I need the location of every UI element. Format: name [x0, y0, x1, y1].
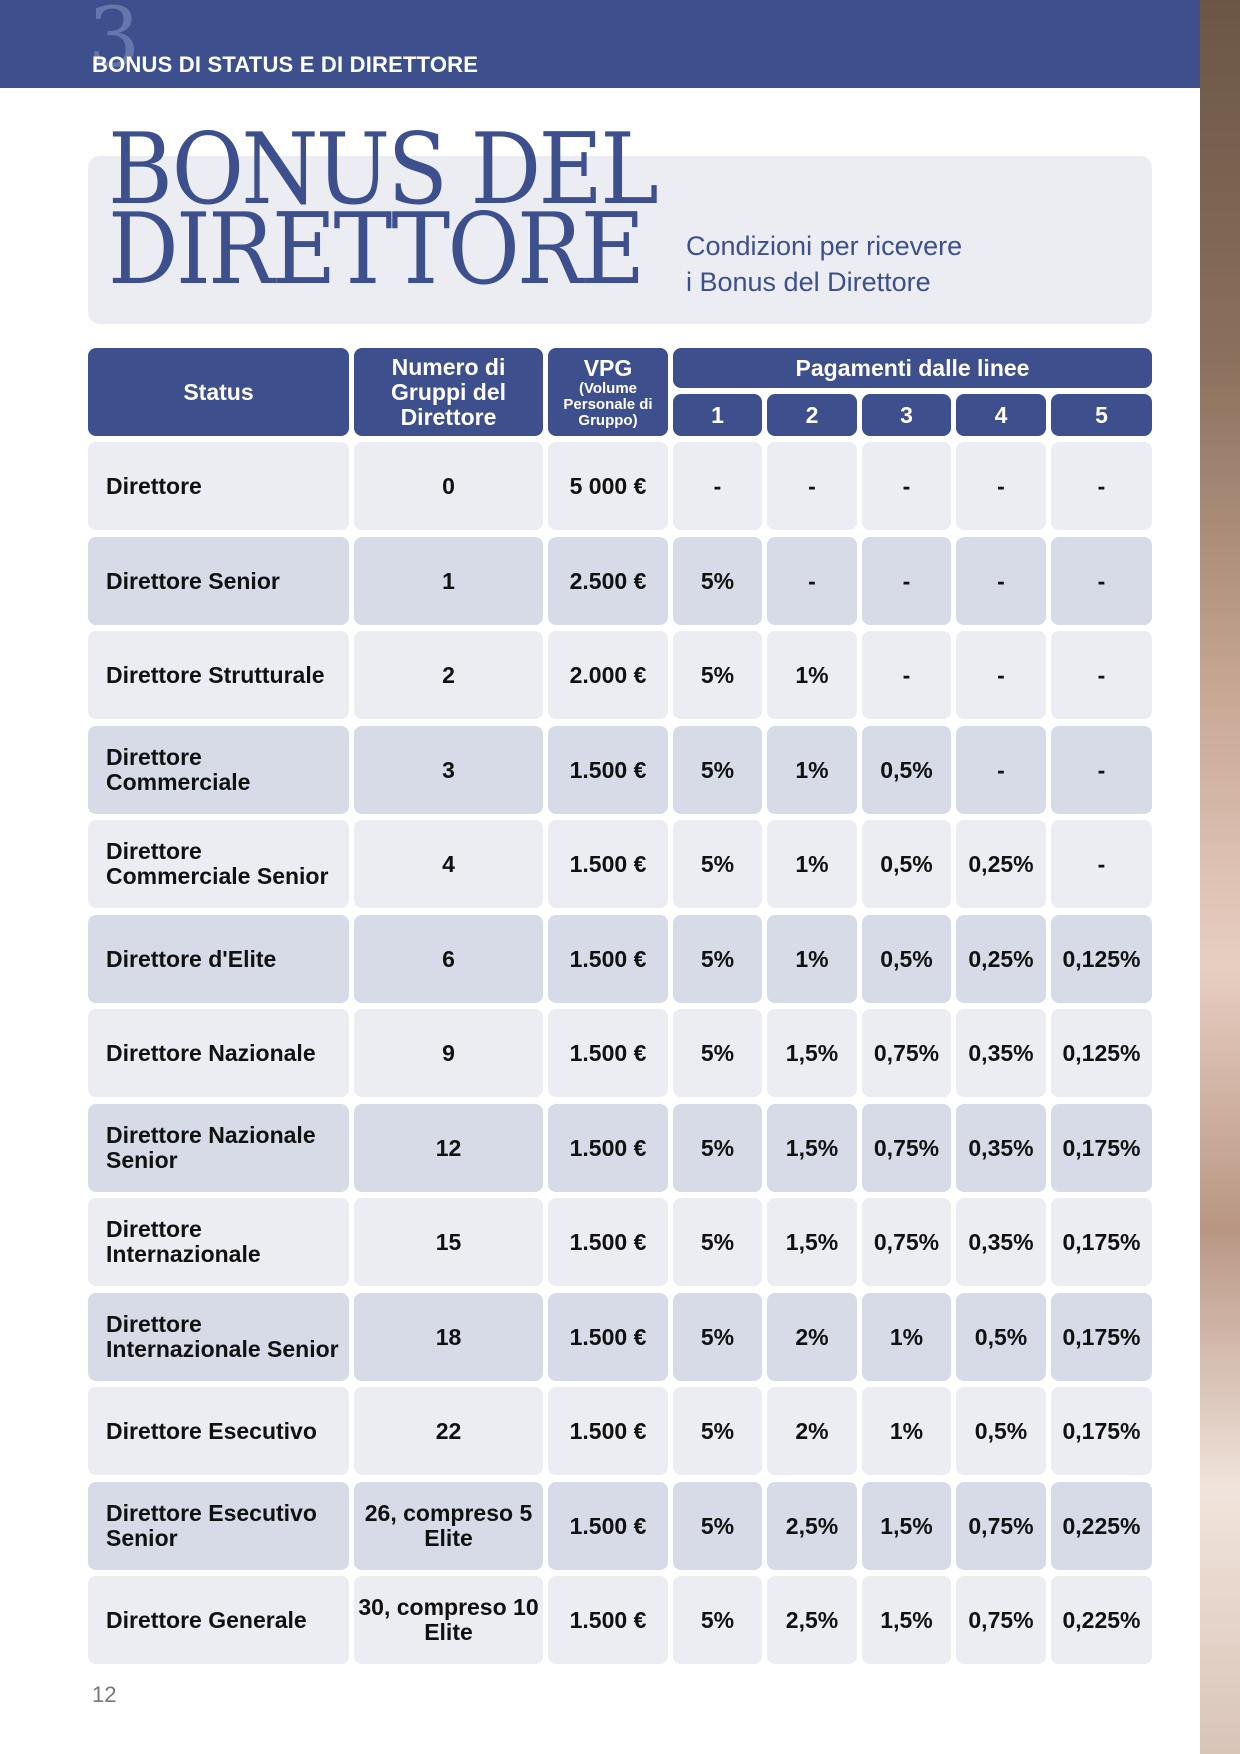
- payment-line-5-cell: -: [1051, 726, 1152, 814]
- payment-line-1-cell: 5%: [673, 1198, 762, 1286]
- vpg-cell: 1.500 €: [548, 1198, 668, 1286]
- status-cell: Direttore Senior: [88, 537, 349, 625]
- payment-line-1-cell: 5%: [673, 1482, 762, 1570]
- payment-line-4-cell: 0,5%: [956, 1293, 1046, 1381]
- groups-cell: 18: [354, 1293, 543, 1381]
- payment-line-4-cell: 0,75%: [956, 1482, 1046, 1570]
- vpg-cell: 1.500 €: [548, 1104, 668, 1192]
- groups-cell: 4: [354, 820, 543, 908]
- groups-cell: 30, compreso 10 Elite: [354, 1576, 543, 1664]
- vpg-cell: 1.500 €: [548, 1009, 668, 1097]
- payment-line-5-cell: 0,225%: [1051, 1576, 1152, 1664]
- page-title-line2: DIRETTORE: [108, 193, 643, 307]
- payment-line-2-cell: 2,5%: [767, 1482, 857, 1570]
- payment-line-4-cell: -: [956, 442, 1046, 530]
- status-cell: Direttore Nazionale Senior: [88, 1104, 349, 1192]
- page-title-line1: BONUS DEL: [108, 113, 657, 227]
- payment-line-2-cell: 1,5%: [767, 1104, 857, 1192]
- payment-line-4-cell: 0,35%: [956, 1009, 1046, 1097]
- header-status: Status: [88, 348, 349, 436]
- vpg-cell: 1.500 €: [548, 1387, 668, 1475]
- vpg-cell: 5 000 €: [548, 442, 668, 530]
- payment-line-4-cell: -: [956, 726, 1046, 814]
- header-vpg-wrap: [548, 356, 668, 429]
- payment-line-3-cell: 0,5%: [862, 726, 951, 814]
- subtitle-line2: i Bonus del Direttore: [686, 267, 931, 297]
- payment-line-4-cell: 0,25%: [956, 820, 1046, 908]
- status-cell: Direttore Internazionale Senior: [88, 1293, 349, 1381]
- payment-line-3-cell: 0,75%: [862, 1104, 951, 1192]
- groups-cell: 9: [354, 1009, 543, 1097]
- payment-line-5-cell: -: [1051, 442, 1152, 530]
- payment-line-4-cell: 0,5%: [956, 1387, 1046, 1475]
- header-line-4: 4: [956, 394, 1046, 436]
- groups-cell: 0: [354, 442, 543, 530]
- chapter-number: 3: [88, 0, 141, 86]
- header-groups: Numero di Gruppi del Direttore: [354, 348, 543, 436]
- payment-line-3-cell: 1,5%: [862, 1482, 951, 1570]
- payment-line-3-cell: -: [862, 442, 951, 530]
- status-cell: Direttore Commerciale: [88, 726, 349, 814]
- payment-line-3-cell: 0,75%: [862, 1198, 951, 1286]
- payment-line-1-cell: 5%: [673, 1293, 762, 1381]
- payment-line-4-cell: -: [956, 631, 1046, 719]
- status-cell: Direttore: [88, 442, 349, 530]
- payment-line-4-cell: 0,35%: [956, 1104, 1046, 1192]
- status-cell: Direttore Esecutivo Senior: [88, 1482, 349, 1570]
- payment-line-1-cell: 5%: [673, 631, 762, 719]
- status-cell: Direttore Commerciale Senior: [88, 820, 349, 908]
- header-line-2: 2: [767, 394, 857, 436]
- payment-line-2-cell: 1,5%: [767, 1198, 857, 1286]
- groups-cell: 26, compreso 5 Elite: [354, 1482, 543, 1570]
- vpg-cell: 2.000 €: [548, 631, 668, 719]
- header-vpg-sublabel: (Volume Personale di Gruppo): [563, 379, 653, 429]
- side-photo: [1200, 0, 1240, 1754]
- subtitle-line1: Condizioni per ricevere: [686, 231, 963, 261]
- payment-line-2-cell: 1%: [767, 726, 857, 814]
- payment-line-4-cell: 0,75%: [956, 1576, 1046, 1664]
- header-line-1: 1: [673, 394, 762, 436]
- payment-line-3-cell: 0,75%: [862, 1009, 951, 1097]
- groups-cell: 12: [354, 1104, 543, 1192]
- header-line-5: 5: [1051, 394, 1152, 436]
- payment-line-2-cell: 1%: [767, 631, 857, 719]
- status-cell: Direttore d'Elite: [88, 915, 349, 1003]
- vpg-cell: 1.500 €: [548, 1482, 668, 1570]
- status-cell: Direttore Esecutivo: [88, 1387, 349, 1475]
- vpg-cell: 2.500 €: [548, 537, 668, 625]
- payment-line-4-cell: 0,25%: [956, 915, 1046, 1003]
- payment-line-3-cell: -: [862, 537, 951, 625]
- payment-line-3-cell: 1%: [862, 1387, 951, 1475]
- header-vpg: [548, 348, 668, 436]
- payment-line-1-cell: 5%: [673, 1576, 762, 1664]
- groups-cell: 15: [354, 1198, 543, 1286]
- payment-line-4-cell: -: [956, 537, 1046, 625]
- vpg-cell: 1.500 €: [548, 726, 668, 814]
- status-cell: Direttore Nazionale: [88, 1009, 349, 1097]
- vpg-cell: 1.500 €: [548, 915, 668, 1003]
- page-title: [108, 113, 657, 307]
- groups-cell: 22: [354, 1387, 543, 1475]
- payment-line-2-cell: -: [767, 442, 857, 530]
- payment-line-5-cell: -: [1051, 820, 1152, 908]
- header-line-3: 3: [862, 394, 951, 436]
- payment-line-3-cell: -: [862, 631, 951, 719]
- payment-line-1-cell: 5%: [673, 915, 762, 1003]
- payment-line-5-cell: 0,175%: [1051, 1293, 1152, 1381]
- payment-line-1-cell: 5%: [673, 726, 762, 814]
- payment-line-1-cell: 5%: [673, 820, 762, 908]
- chapter-header-bar: [0, 0, 1200, 88]
- payment-line-2-cell: 1%: [767, 820, 857, 908]
- groups-cell: 1: [354, 537, 543, 625]
- payment-line-1-cell: 5%: [673, 1104, 762, 1192]
- payment-line-3-cell: 0,5%: [862, 820, 951, 908]
- vpg-cell: 1.500 €: [548, 820, 668, 908]
- chapter-title: BONUS DI STATUS E DI DIRETTORE: [92, 52, 479, 77]
- header-vpg-label: VPG: [583, 354, 633, 381]
- header-payments: Pagamenti dalle linee: [673, 348, 1152, 388]
- payment-line-5-cell: 0,225%: [1051, 1482, 1152, 1570]
- payment-line-2-cell: 2%: [767, 1293, 857, 1381]
- groups-cell: 3: [354, 726, 543, 814]
- payment-line-2-cell: 1,5%: [767, 1009, 857, 1097]
- status-cell: Direttore Strutturale: [88, 631, 349, 719]
- payment-line-2-cell: -: [767, 537, 857, 625]
- payment-line-3-cell: 1%: [862, 1293, 951, 1381]
- payment-line-1-cell: 5%: [673, 1009, 762, 1097]
- payment-line-5-cell: 0,175%: [1051, 1387, 1152, 1475]
- page-subtitle: [686, 228, 962, 300]
- payment-line-2-cell: 1%: [767, 915, 857, 1003]
- payment-line-1-cell: 5%: [673, 537, 762, 625]
- payment-line-5-cell: 0,125%: [1051, 915, 1152, 1003]
- page-number: 12: [92, 1682, 117, 1707]
- payment-line-4-cell: 0,35%: [956, 1198, 1046, 1286]
- payment-line-5-cell: 0,175%: [1051, 1198, 1152, 1286]
- payment-line-2-cell: 2,5%: [767, 1576, 857, 1664]
- payment-line-5-cell: -: [1051, 537, 1152, 625]
- groups-cell: 2: [354, 631, 543, 719]
- payment-line-5-cell: -: [1051, 631, 1152, 719]
- payment-line-1-cell: 5%: [673, 1387, 762, 1475]
- payment-line-5-cell: 0,125%: [1051, 1009, 1152, 1097]
- payment-line-3-cell: 0,5%: [862, 915, 951, 1003]
- payment-line-1-cell: -: [673, 442, 762, 530]
- status-cell: Direttore Generale: [88, 1576, 349, 1664]
- payment-line-5-cell: 0,175%: [1051, 1104, 1152, 1192]
- status-cell: Direttore Internazionale: [88, 1198, 349, 1286]
- groups-cell: 6: [354, 915, 543, 1003]
- vpg-cell: 1.500 €: [548, 1576, 668, 1664]
- vpg-cell: 1.500 €: [548, 1293, 668, 1381]
- payment-line-3-cell: 1,5%: [862, 1576, 951, 1664]
- payment-line-2-cell: 2%: [767, 1387, 857, 1475]
